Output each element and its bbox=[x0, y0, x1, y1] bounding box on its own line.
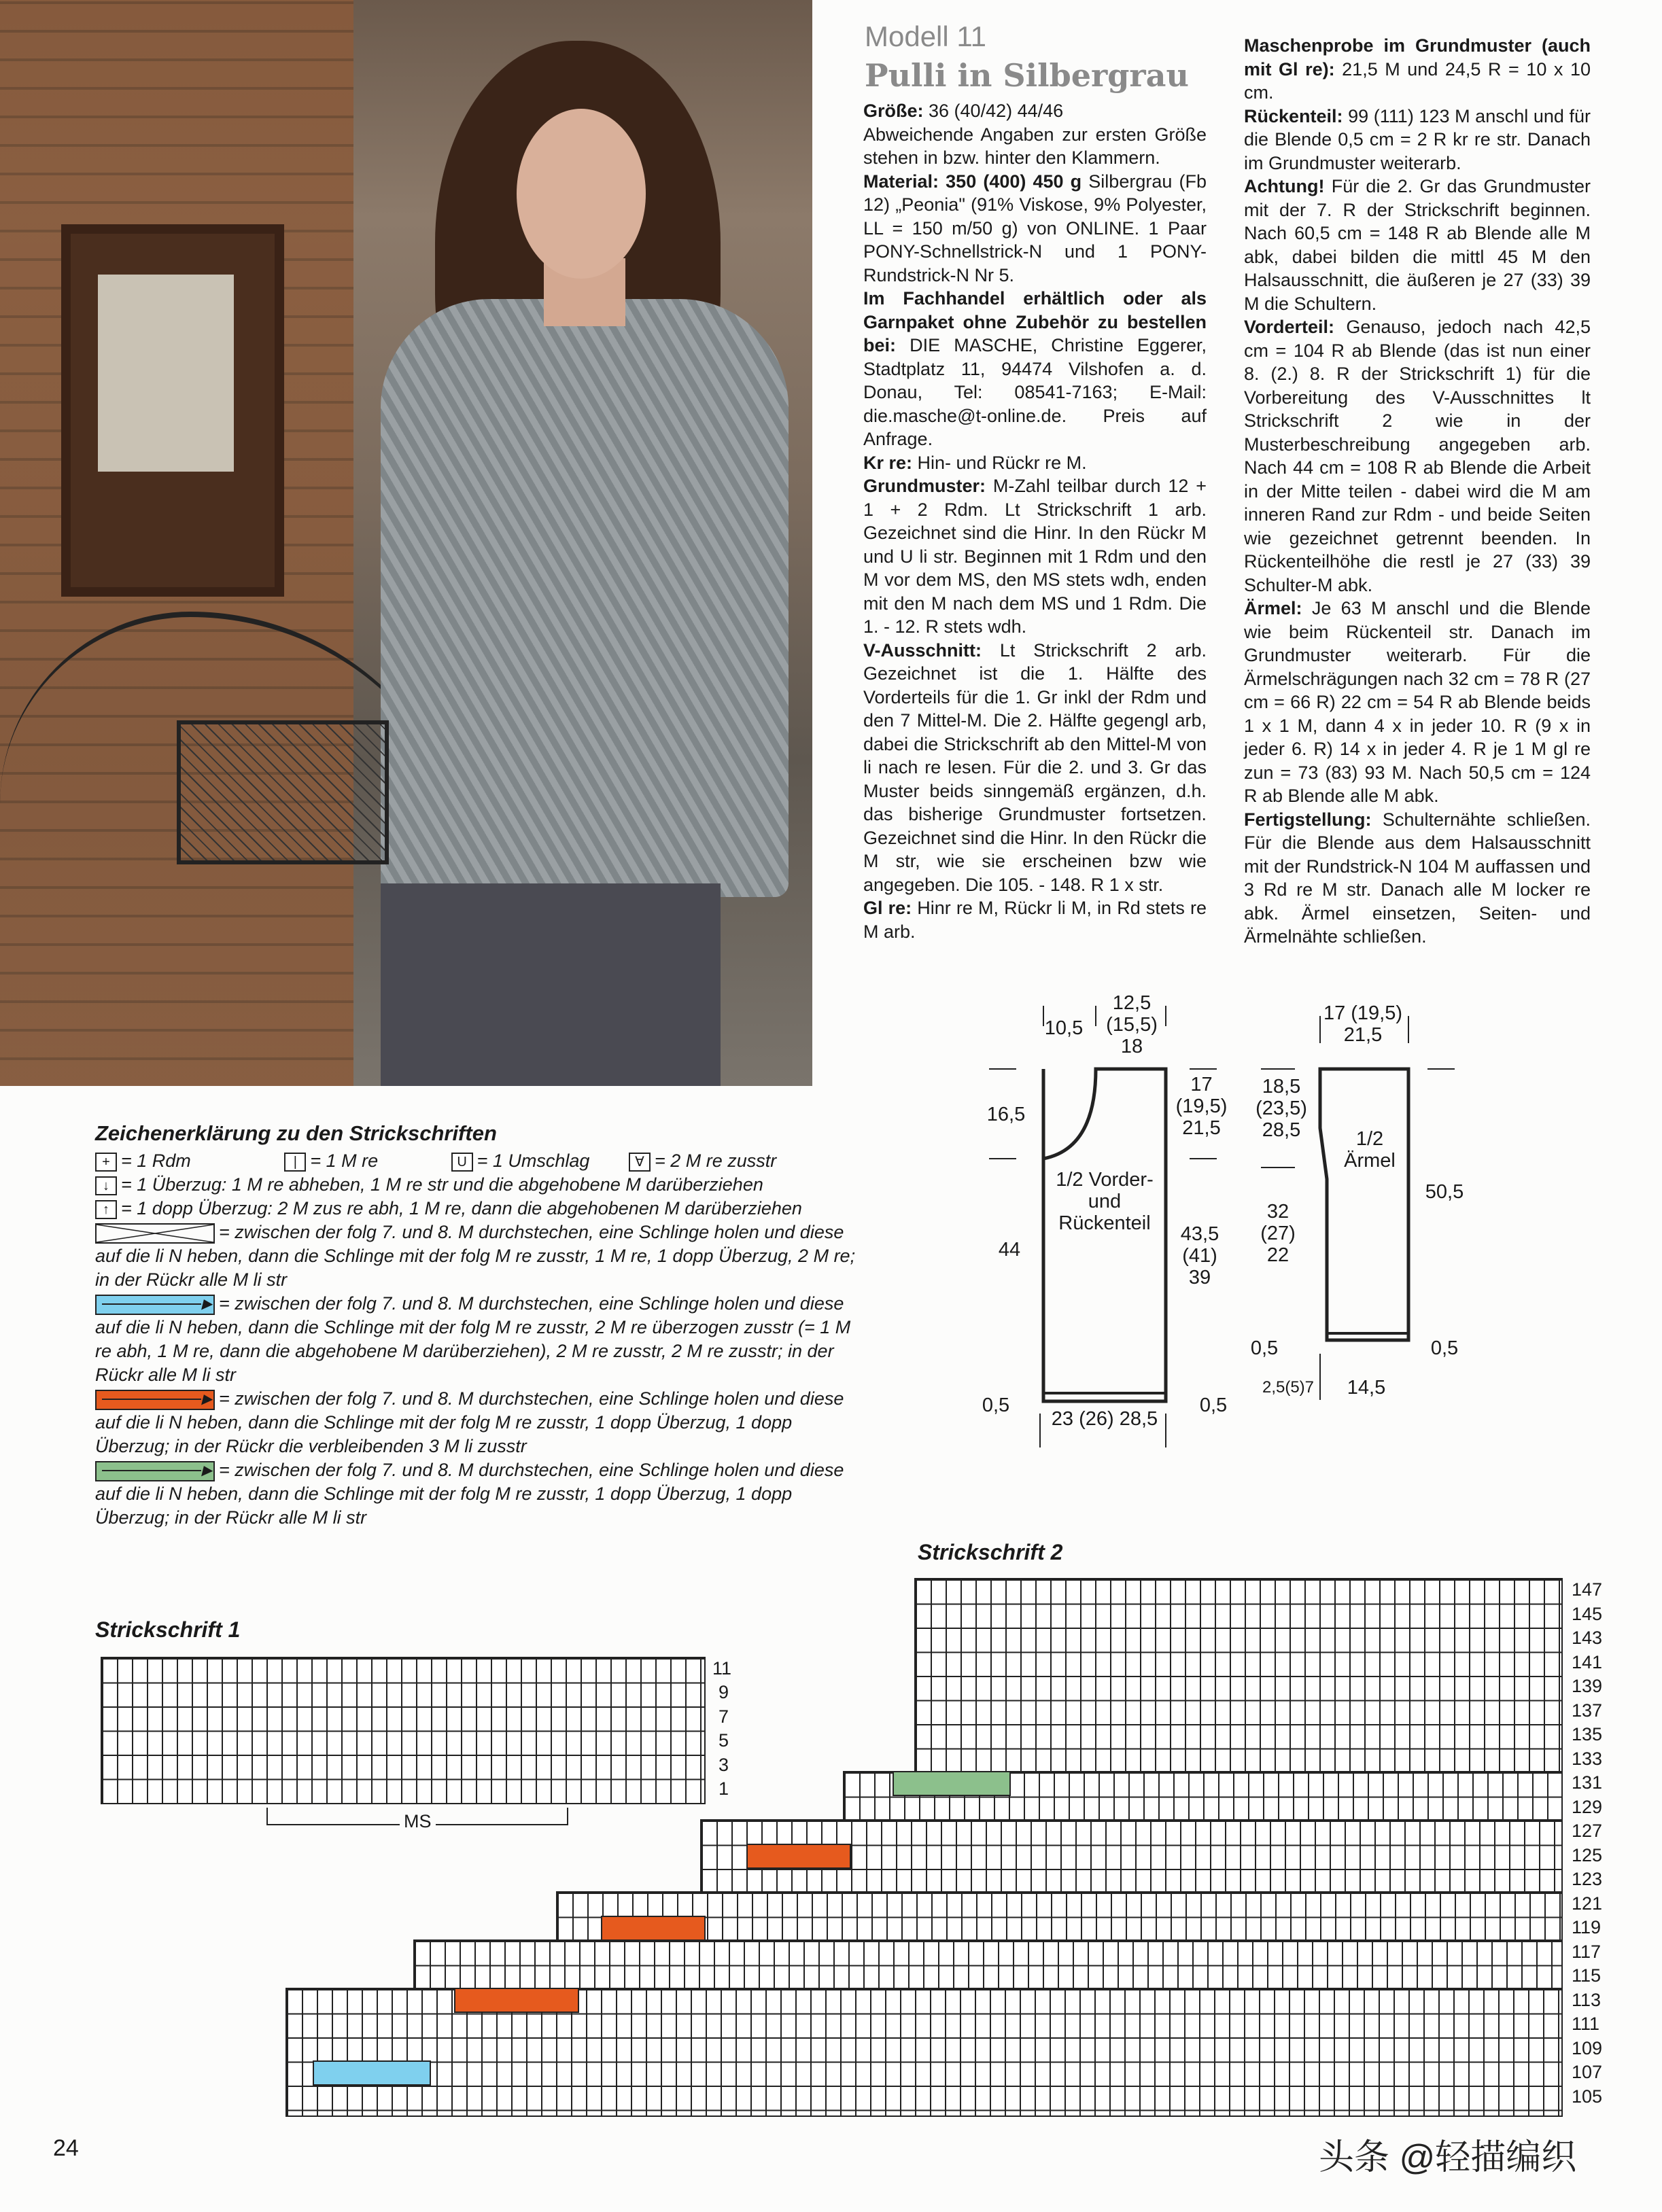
instruction-paragraph: Maschenprobe im Grundmuster (auch mit Gl re): 21,5 M und 24,5 R = 10 x 10 cm. bbox=[1244, 35, 1591, 103]
chart2-row-label: 117 bbox=[1572, 1941, 1602, 1962]
chart1-grid bbox=[101, 1657, 706, 1804]
instruction-paragraph: Vorderteil: Genauso, jedoch nach 42,5 cm = 104 R ab Blende (das ist nun einer 8. (2.) 8. R der Strickschrift 1) für die Vorbereitung des V-Ausschnittes lt Strickschrift 2 wie in der Musterbeschreibung angegeben arb. Nach 44 cm = 108 R ab Blende die Arbeit in der Mitte teilen - dabei wird die M am inneren Rand zur Rdm - und beide Seiten wie gezeichnet getrennt beenden. In Rückenteilhöhe die restl je 27 (33) 39 Schulter-M abk. bbox=[1244, 317, 1591, 595]
chart2-row-label: 139 bbox=[1572, 1676, 1603, 1696]
sleeve-offset-label: 2,5(5)7 bbox=[1262, 1378, 1315, 1397]
blue-arrow-bar-icon bbox=[95, 1295, 215, 1315]
chart1-row-label: 5 bbox=[719, 1730, 729, 1751]
symbol-legend bbox=[95, 1121, 856, 1530]
body-piece-label: 1/2 Vorder- und Rückenteil bbox=[1056, 1169, 1154, 1234]
instruction-paragraph: V-Ausschnitt: Lt Strickschrift 2 arb. Gezeichnet ist die 1. Hälfte des Vorderteils für die 1. Gr inkl der Rdm und den 7 Mittel-M. Die 2. Hälfte gegengl arb, dabei die Strickschrift ab den Mittel-M von li nach re lesen. Für die 2. und 3. Gr das Muster beids sinngemäß ergänzen, d.h. das bisherige Grundmuster fortsetzen. Gezeichnet sind die Hinr. In den Rückr die M str, wie sie erscheinen bzw wie angegeben. Die 105. - 148. R 1 x str. bbox=[863, 639, 1207, 895]
chart1-row-label: 1 bbox=[719, 1778, 729, 1799]
chart2-row-label: 123 bbox=[1572, 1869, 1603, 1889]
legend-title: Zeichenerklärung zu den Strickschriften bbox=[95, 1121, 497, 1145]
instruction-paragraph: Fertigstellung: Schulternähte schließen. Für die Blende aus dem Halsausschnitt mit der Rundstrick-N 104 M auffassen und 3 Rd re M str. Danach alle M locker re abk. Ärmel einsetzen, Seiten- und Ärmelnähte schließen. bbox=[1244, 809, 1591, 947]
chart1-row-label: 9 bbox=[719, 1682, 729, 1702]
red-arrow-bar-icon bbox=[95, 1390, 215, 1410]
sleeve-length-label: 50,5 bbox=[1425, 1181, 1464, 1203]
instructions-column-right bbox=[1244, 34, 1591, 949]
chart2-row-label: 129 bbox=[1572, 1796, 1603, 1817]
legend-item: ▶= zwischen der folg 7. und 8. M durchstechen, eine Schlinge holen und diese auf die li N heben, dann die Schlinge mit der folg M re zusstr, 1 dopp Überzug, 1 dopp Überzug; in der Rückr die verbleibenden 3 M li zusstr bbox=[95, 1387, 856, 1458]
watermark: 头条 @轻描编织 bbox=[1319, 2138, 1577, 2177]
chart2-row-label: 121 bbox=[1572, 1893, 1603, 1914]
instruction-paragraph: Im Fachhandel erhältlich oder als Garnpaket ohne Zubehör zu bestellen bei: DIE MASCHE, Christine Eggerer, Stadtplatz 11, 94474 Vilshofen a. d. Donau, Tel: 08541-7163; E-Mail: die.masche@t-online.de. Preis auf Anfrage. bbox=[863, 288, 1207, 449]
instruction-paragraph: Grundmuster: M-Zahl teilbar durch 12 + 1 + 2 Rdm. Lt Strickschrift 1 arb. Gezeichnet sind die Hinr. In den Rückr M und U li str. Beginnen mit 1 Rdm und den M vor dem MS, den MS stets wdh, enden mit den M nach dem MS und 1 Rdm. Die 1. - 12. R stets wdh. bbox=[863, 476, 1207, 637]
chart2-row-label: 115 bbox=[1572, 1965, 1602, 1986]
chart2-row-label: 107 bbox=[1572, 2062, 1603, 2082]
legend-item: = zwischen der folg 7. und 8. M durchstechen, eine Schlinge holen und diese auf die li N heben, dann die Schlinge mit der folg M re zusstr, 1 M re, 1 dopp Überzug, 2 M re; in der Rückr alle M li str bbox=[95, 1222, 856, 1290]
instruction-paragraph: Gl re: Hinr re M, Rückr li M, in Rd stets re M arb. bbox=[863, 898, 1207, 942]
pattern-title: Pulli in Silbergrau bbox=[865, 57, 1189, 94]
legend-item: ▶= zwischen der folg 7. und 8. M durchstechen, eine Schlinge holen und diese auf die li N heben, dann die Schlinge mit der folg M re zusstr, 2 M re überzogen zusstr (= 1 M re abh, 1 M re, dann die abgehobene M darüberziehen), 2 M re zusstr, 2 M re zusstr; in der Rückr alle M li str bbox=[95, 1292, 856, 1387]
chart2-row-label: 119 bbox=[1572, 1917, 1602, 1937]
chart2-row-label: 133 bbox=[1572, 1748, 1603, 1769]
side-height-label: 43,5 (41) 39 bbox=[1180, 1223, 1219, 1288]
shoulder-label: 17 (19,5) 21,5 bbox=[1175, 1074, 1228, 1139]
model-number: Modell 11 bbox=[865, 20, 986, 52]
page-number: 24 bbox=[53, 2135, 79, 2161]
chart2-row-label: 145 bbox=[1572, 1603, 1603, 1624]
double-slip-over-symbol: ↑ bbox=[95, 1200, 117, 1219]
chart2-row-label: 109 bbox=[1572, 2037, 1603, 2058]
chart2-row-label: 113 bbox=[1572, 1989, 1602, 2010]
instruction-paragraph: Achtung! Für die 2. Gr das Grundmuster mit der 7. R der Strickschrift beginnen. Nach 60,5 cm = 148 R ab Blende alle M abk, dabei bilden die mittl 45 M den Halsausschnitt, die äußeren je 27 (33) 39 M die Schultern. bbox=[1244, 176, 1591, 314]
chart1-row-label: 3 bbox=[719, 1755, 729, 1775]
instruction-paragraph: Kr re: Hin- und Rückr re M. bbox=[863, 452, 1087, 473]
edge-stitch-symbol: + bbox=[95, 1153, 117, 1172]
chart2-row-label: 143 bbox=[1572, 1628, 1603, 1648]
sleeve-hem-left-label: 0,5 bbox=[1250, 1337, 1279, 1359]
knit-symbol: | bbox=[284, 1153, 306, 1172]
legend-item: ↑ = 1 dopp Überzug: 2 M zus re abh, 1 M re, dann die abgehobenen M darüberziehen bbox=[95, 1197, 856, 1221]
k2tog-symbol: ∀ bbox=[629, 1153, 651, 1172]
sleeve-piece-label: 1/2 Ärmel bbox=[1344, 1128, 1396, 1172]
sweater-photo bbox=[0, 0, 812, 1086]
chart2-row-label: 131 bbox=[1572, 1772, 1603, 1793]
chart2-row-label: 135 bbox=[1572, 1724, 1603, 1744]
hem-right-label: 0,5 bbox=[1199, 1394, 1228, 1416]
chart2-row-label: 111 bbox=[1572, 2014, 1600, 2034]
body-height-label: 44 bbox=[998, 1239, 1021, 1261]
hem-left-label: 0,5 bbox=[982, 1394, 1010, 1416]
instruction-paragraph: Rückenteil: 99 (111) 123 M anschl und für die Blende 0,5 cm = 2 R kr re str. Danach im Grundmuster weiterarb. bbox=[1244, 105, 1591, 173]
chart1-row-label: 7 bbox=[719, 1706, 729, 1727]
instruction-paragraph: Größe: 36 (40/42) 44/46 bbox=[863, 101, 1064, 121]
chart1-row-label: 11 bbox=[712, 1658, 732, 1679]
slip-over-symbol: ↓ bbox=[95, 1176, 117, 1195]
repeat-label: MS bbox=[400, 1811, 436, 1832]
chart2-row-label: 147 bbox=[1572, 1579, 1603, 1600]
green-arrow-bar-icon bbox=[95, 1461, 215, 1481]
legend-item: ↓ = 1 Überzug: 1 M re abheben, 1 M re str und die abgehobene M darüberziehen bbox=[95, 1173, 856, 1197]
legend-item: ▶= zwischen der folg 7. und 8. M durchstechen, eine Schlinge holen und diese auf die li N heben, dann die Schlinge mit der folg M re zusstr, 1 dopp Überzug, 1 dopp Überzug; in der Rückr alle M li str bbox=[95, 1458, 856, 1530]
chart2-row-label: 125 bbox=[1572, 1844, 1603, 1865]
sleeve-hem-right-label: 0,5 bbox=[1430, 1337, 1459, 1359]
sleeve-cap-label: 18,5 (23,5) 28,5 bbox=[1256, 1076, 1307, 1141]
chart1-title: Strickschrift 1 bbox=[95, 1617, 241, 1642]
chart2-row-label: 105 bbox=[1572, 2086, 1603, 2107]
instruction-paragraph: Abweichende Angaben zur ersten Größe stehen in bzw. hinter den Klammern. bbox=[863, 124, 1207, 168]
legend-row-basic: + = 1 Rdm | = 1 M re U = 1 Umschlag ∀ = 2 M re zusstr bbox=[95, 1149, 856, 1173]
cross-stitch-bar-icon bbox=[95, 1223, 215, 1244]
body-width-label: 23 (26) 28,5 bbox=[1051, 1408, 1158, 1430]
sleeve-increase-label: 32 (27) 22 bbox=[1260, 1201, 1296, 1266]
neck-width-label: 10,5 bbox=[1044, 1017, 1084, 1039]
chart2-row-label: 137 bbox=[1572, 1700, 1603, 1721]
neck-center-label: 12,5 (15,5) 18 bbox=[1106, 992, 1158, 1057]
instruction-paragraph: Ärmel: Je 63 M anschl und die Blende wie beim Rückenteil str. Danach im Grundmuster weiterarb. Für die Ärmelschrägungen nach 32 cm = 78 R (27 cm = 66 R) 22 cm = 54 R ab Blende beids 1 x 1 M, dann 4 x in jeder 10. R (9 x in jeder 6. R) 14 x in jeder 4. R je 1 M gl re zun = 73 (83) 93 M. Nach 50,5 cm = 124 R ab Blende alle M abk. bbox=[1244, 598, 1591, 806]
chart2-title: Strickschrift 2 bbox=[918, 1540, 1063, 1564]
sleeve-top-label: 17 (19,5) 21,5 bbox=[1323, 1002, 1403, 1046]
chart2-row-label: 127 bbox=[1572, 1821, 1603, 1841]
neck-depth-label: 16,5 bbox=[986, 1104, 1026, 1125]
yarn-over-symbol: U bbox=[451, 1153, 473, 1172]
instruction-paragraph: Material: 350 (400) 450 g Silbergrau (Fb 12) „Peonia" (91% Viskose, 9% Polyester, LL = 150 m/50 g) von ONLINE. 1 Paar PONY-Schnellstrick-N und 1 PONY-Rundstrick-N Nr 5. bbox=[863, 171, 1207, 285]
chart2-row-label: 141 bbox=[1572, 1651, 1603, 1672]
sleeve-width-label: 14,5 bbox=[1347, 1377, 1386, 1399]
instructions-column-left bbox=[863, 99, 1207, 943]
